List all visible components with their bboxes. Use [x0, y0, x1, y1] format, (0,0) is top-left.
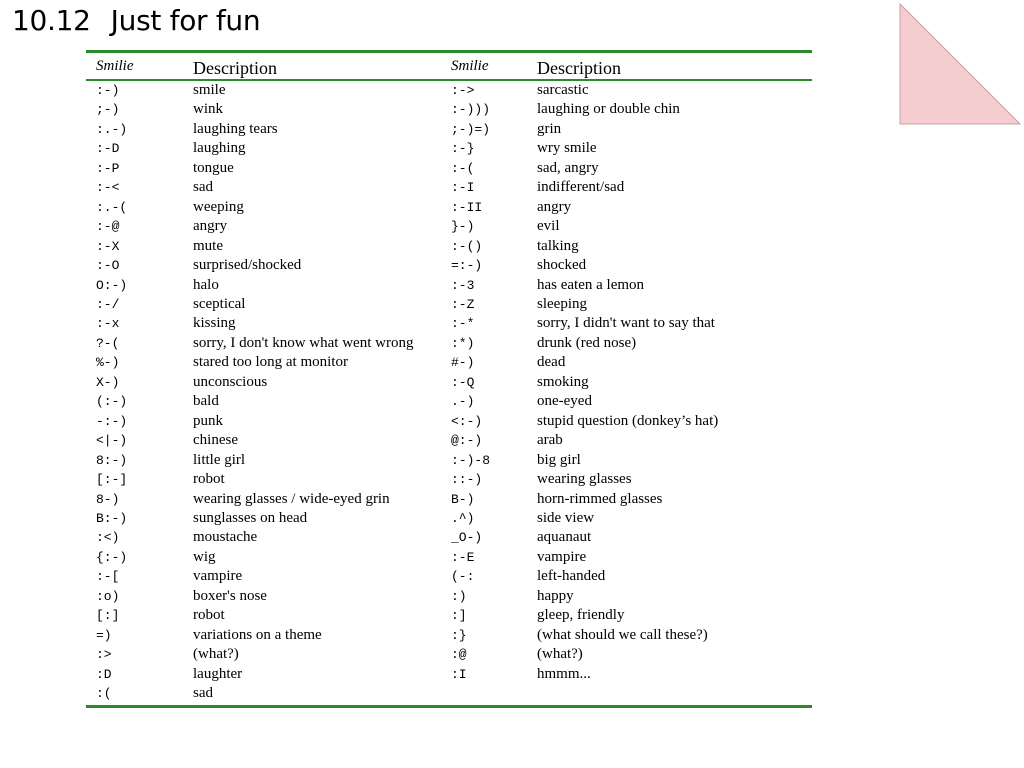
table-row: [86, 528, 812, 547]
cell-description-right: (what?): [537, 646, 583, 663]
table-row: [86, 353, 812, 372]
table-header-row: [86, 52, 812, 81]
cell-smilie-left: :-@: [96, 219, 120, 235]
table-row: [86, 412, 812, 431]
smiley-table: [86, 50, 812, 708]
table-row: [86, 684, 812, 707]
cell-description-left: variations on a theme: [193, 626, 322, 643]
cell-description-right: dead: [537, 354, 566, 371]
slide-title: [12, 4, 260, 37]
cell-description-right: side view: [537, 509, 595, 526]
table-row: [86, 295, 812, 314]
cell-smilie-left: =): [96, 627, 112, 643]
cell-description-right: sleeping: [537, 295, 587, 312]
cell-description-right: drunk (red nose): [537, 334, 637, 351]
cell-description-left: tongue: [193, 159, 234, 176]
cell-smilie-right: }-): [451, 219, 475, 235]
cell-smilie-left: :(: [96, 686, 112, 702]
cell-description-right: indifferent/sad: [537, 179, 625, 196]
cell-smilie-left: {:-): [96, 549, 128, 565]
cell-smilie-right: B-): [451, 491, 475, 507]
cell-description-left: robot: [193, 607, 225, 624]
cell-description-left: laughing tears: [193, 120, 278, 137]
table-row: [86, 451, 812, 470]
cell-smilie-left: :D: [96, 666, 112, 682]
cell-smilie-left: :-D: [96, 141, 120, 157]
cell-description-right: sorry, I didn't want to say that: [537, 315, 715, 332]
cell-description-left: vampire: [193, 568, 243, 585]
cell-smilie-right: :]: [451, 608, 467, 624]
cell-description-right: arab: [537, 432, 563, 449]
table-row: [86, 237, 812, 256]
cell-description-left: halo: [193, 276, 219, 293]
cell-smilie-right: :-))): [451, 102, 491, 118]
cell-smilie-right: =:-): [451, 258, 483, 274]
cell-smilie-left: :<): [96, 530, 120, 546]
cell-description-left: punk: [193, 412, 223, 429]
cell-smilie-left: 8-): [96, 491, 120, 507]
table-row: [86, 139, 812, 158]
table-row: [86, 548, 812, 567]
cell-description-right: wearing glasses: [537, 471, 632, 488]
cell-description-right: happy: [537, 587, 574, 604]
cell-smilie-right: :@: [451, 647, 467, 663]
cell-description-right: big girl: [537, 451, 581, 468]
cell-smilie-left: -:-): [96, 413, 128, 429]
cell-description-left: surprised/shocked: [193, 257, 302, 274]
slide-number: 10.12: [12, 4, 91, 37]
cell-description-left: kissing: [193, 315, 236, 332]
cell-smilie-left: ;-): [96, 102, 120, 118]
table-row: [86, 606, 812, 625]
cell-description-left: wig: [193, 548, 216, 565]
cell-smilie-right: :I: [451, 666, 467, 682]
header-description-left: Description: [193, 58, 277, 78]
cell-description-left: sad: [193, 179, 213, 196]
cell-description-left: sunglasses on head: [193, 509, 308, 526]
cell-description-left: (what?): [193, 646, 239, 663]
cell-smilie-right: <:-): [451, 413, 483, 429]
cell-description-left: smile: [193, 82, 226, 98]
cell-smilie-left: :-<: [96, 180, 120, 196]
cell-description-right: shocked: [537, 257, 587, 274]
table-row: [86, 431, 812, 450]
cell-description-left: little girl: [193, 451, 246, 468]
cell-description-right: talking: [537, 237, 579, 254]
cell-description-left: boxer's nose: [193, 587, 267, 604]
cell-description-left: bald: [193, 393, 219, 410]
cell-smilie-right: :-(): [451, 238, 483, 254]
table-row: [86, 276, 812, 295]
cell-description-right: one-eyed: [537, 393, 592, 410]
cell-description-left: sorry, I don't know what went wrong: [193, 334, 414, 351]
cell-description-right: vampire: [537, 548, 587, 565]
table-row: [86, 509, 812, 528]
cell-description-left: mute: [193, 237, 223, 254]
cell-description-left: wink: [193, 101, 223, 118]
cell-description-left: weeping: [193, 198, 244, 215]
cell-smilie-right: @:-): [451, 433, 483, 449]
cell-smilie-right: _O-): [451, 530, 483, 546]
cell-smilie-left: O:-): [96, 277, 128, 293]
cell-description-right: smoking: [537, 373, 589, 390]
cell-smilie-left: :-/: [96, 296, 120, 312]
cell-description-right: stupid question (donkey’s hat): [537, 412, 719, 429]
cell-description-left: laughter: [193, 665, 243, 682]
table-row: [86, 645, 812, 664]
table-row: [86, 490, 812, 509]
cell-smilie-right: :-I: [451, 180, 475, 196]
cell-description-right: sarcastic: [537, 82, 589, 98]
cell-smilie-left: [:-]: [96, 472, 128, 488]
cell-description-left: moustache: [193, 529, 258, 546]
cell-description-right: aquanaut: [537, 529, 592, 546]
table-row: [86, 665, 812, 684]
cell-smilie-right: (-:: [451, 569, 475, 585]
cell-smilie-left: :>: [96, 647, 112, 663]
cell-smilie-left: :-O: [96, 258, 120, 274]
cell-smilie-right: :-)-8: [451, 452, 491, 468]
cell-smilie-left: :-P: [96, 160, 120, 176]
cell-smilie-right: :-}: [451, 141, 475, 157]
cell-smilie-right: #-): [451, 355, 475, 371]
cell-description-left: unconscious: [193, 373, 268, 390]
cell-smilie-left: :-[: [96, 569, 120, 585]
slide-title-text: Just for fun: [110, 4, 261, 37]
cell-description-right: wry smile: [537, 140, 597, 157]
cell-smilie-left: :-X: [96, 238, 120, 254]
table-row: [86, 120, 812, 139]
cell-description-right: hmmm...: [537, 665, 591, 682]
cell-description-right: gleep, friendly: [537, 607, 625, 624]
cell-smilie-left: %-): [96, 355, 120, 371]
cell-smilie-right: ::-): [451, 472, 483, 488]
cell-smilie-right: :-Q: [451, 374, 475, 390]
table-row: [86, 334, 812, 353]
table-row: [86, 159, 812, 178]
cell-smilie-left: :.-): [96, 121, 128, 137]
table-row: [86, 567, 812, 586]
cell-smilie-right: :}: [451, 627, 467, 643]
cell-smilie-left: ?-(: [96, 335, 120, 351]
cell-description-left: robot: [193, 471, 225, 488]
cell-description-right: sad, angry: [537, 159, 599, 176]
cell-smilie-right: [441, 684, 527, 707]
cell-smilie-right: ;-)=): [451, 121, 491, 137]
cell-smilie-left: :-): [96, 83, 120, 98]
cell-smilie-left: :.-(: [96, 199, 128, 215]
table-row: [86, 470, 812, 489]
header-smilie-left: Smilie: [96, 58, 134, 74]
header-description-right: Description: [537, 58, 621, 78]
table-row: [86, 100, 812, 119]
cell-description-right: (what should we call these?): [537, 626, 708, 643]
cell-description-left: chinese: [193, 432, 238, 449]
table-row: [86, 392, 812, 411]
table-body: [86, 80, 812, 707]
cell-description-left: angry: [193, 218, 228, 235]
cell-smilie-right: :-*: [451, 316, 475, 332]
table-row: [86, 217, 812, 236]
cell-smilie-right: :-3: [451, 277, 475, 293]
cell-description-right: left-handed: [537, 568, 606, 585]
cell-description-right: has eaten a lemon: [537, 276, 645, 293]
cell-description-right: angry: [537, 198, 572, 215]
cell-smilie-right: .-): [451, 394, 475, 410]
cell-description-left: laughing: [193, 140, 246, 157]
cell-description-right: evil: [537, 218, 560, 235]
cell-smilie-right: :): [451, 588, 467, 604]
cell-description-left: sad: [193, 685, 213, 702]
table-row: [86, 198, 812, 217]
table-row: [86, 178, 812, 197]
cell-description-left: wearing glasses / wide-eyed grin: [193, 490, 390, 507]
table-row: [86, 373, 812, 392]
cell-smilie-left: (:-): [96, 394, 128, 410]
cell-smilie-right: :-E: [451, 549, 475, 565]
cell-description-right: grin: [537, 120, 562, 137]
table-row: [86, 314, 812, 333]
cell-description-right: laughing or double chin: [537, 101, 680, 118]
corner-triangle-decoration: [898, 2, 1022, 126]
table-row: [86, 626, 812, 645]
cell-smilie-right: :->: [451, 83, 475, 98]
cell-smilie-left: :-x: [96, 316, 120, 332]
cell-description-left: stared too long at monitor: [193, 354, 348, 371]
cell-smilie-left: B:-): [96, 510, 128, 526]
table-row: [86, 587, 812, 606]
cell-smilie-left: [:]: [96, 608, 120, 624]
cell-description-right: horn-rimmed glasses: [537, 490, 663, 507]
cell-smilie-right: :-II: [451, 199, 483, 215]
cell-smilie-left: :o): [96, 588, 120, 604]
cell-smilie-right: :-Z: [451, 296, 475, 312]
cell-smilie-right: :*): [451, 335, 475, 351]
cell-description-right: [527, 684, 812, 707]
cell-smilie-right: :-(: [451, 160, 475, 176]
cell-description-left: sceptical: [193, 295, 246, 312]
cell-smilie-left: X-): [96, 374, 120, 390]
header-smilie-right: Smilie: [451, 58, 489, 74]
table-row: [86, 80, 812, 100]
cell-smilie-left: 8:-): [96, 452, 128, 468]
cell-smilie-right: .^): [451, 510, 475, 526]
table-row: [86, 256, 812, 275]
cell-smilie-left: <|-): [96, 433, 128, 449]
